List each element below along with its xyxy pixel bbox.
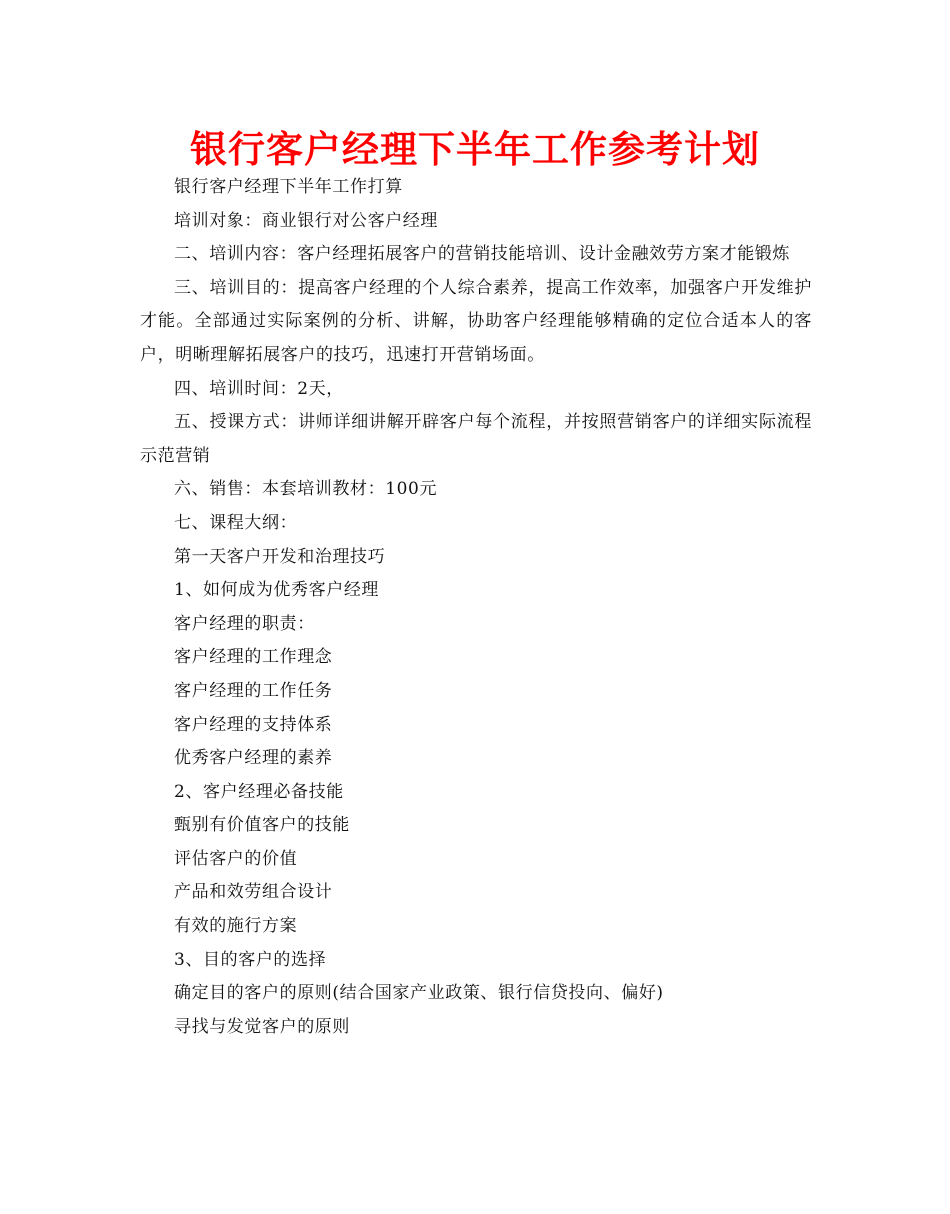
paragraph-10: 1、如何成为优秀客户经理: [174, 580, 380, 601]
paragraph-9: 第一天客户开发和治理技巧: [174, 546, 386, 567]
paragraph-3: 二、培训内容：客户经理拓展客户的营销技能培训、设计金融效劳方案才能锻炼: [174, 244, 790, 265]
paragraph-17: 甄别有价值客户的技能: [174, 815, 350, 836]
paragraph-16: 2、客户经理必备技能: [174, 781, 344, 802]
paragraph-7: 六、销售：本套培训教材：100元: [174, 479, 438, 500]
paragraph-23: 寻找与发觉客户的原则: [174, 1016, 350, 1037]
paragraph-5: 四、培训时间：2天，: [174, 378, 344, 399]
paragraph-13: 客户经理的工作任务: [174, 680, 333, 701]
paragraph-19: 产品和效劳组合设计: [174, 882, 333, 903]
paragraph-8: 七、课程大纲：: [174, 512, 298, 533]
paragraph-11: 客户经理的职责：: [174, 613, 315, 634]
paragraph-6: 五、授课方式：讲师详细讲解开辟客户每个流程，并按照营销客户的详细实际流程示范营销: [140, 412, 812, 466]
paragraph-12: 客户经理的工作理念: [174, 647, 333, 668]
paragraph-20: 有效的施行方案: [174, 916, 298, 937]
paragraph-21: 3、目的客户的选择: [174, 949, 327, 970]
paragraph-2: 培训对象：商业银行对公客户经理: [174, 210, 438, 231]
document-body: [140, 171, 812, 1044]
paragraph-1: 银行客户经理下半年工作打算: [174, 177, 403, 197]
paragraph-18: 评估客户的价值: [174, 848, 298, 869]
paragraph-22: 确定目的客户的原则(结合国家产业政策、银行信贷投向、偏好): [174, 983, 664, 1004]
paragraph-4: 三、培训目的：提高客户经理的个人综合素养，提高工作效率，加强客户开发维护才能。全部通过实际案例的分析、讲解，协助客户经理能够精确的定位合适本人的客户，明晰理解拓展客户的技巧，迅速打开营销场面。: [140, 277, 812, 365]
paragraph-15: 优秀客户经理的素养: [174, 748, 333, 769]
paragraph-14: 客户经理的支持体系: [174, 714, 333, 735]
document-title: 银行客户经理下半年工作参考计划: [190, 128, 760, 171]
